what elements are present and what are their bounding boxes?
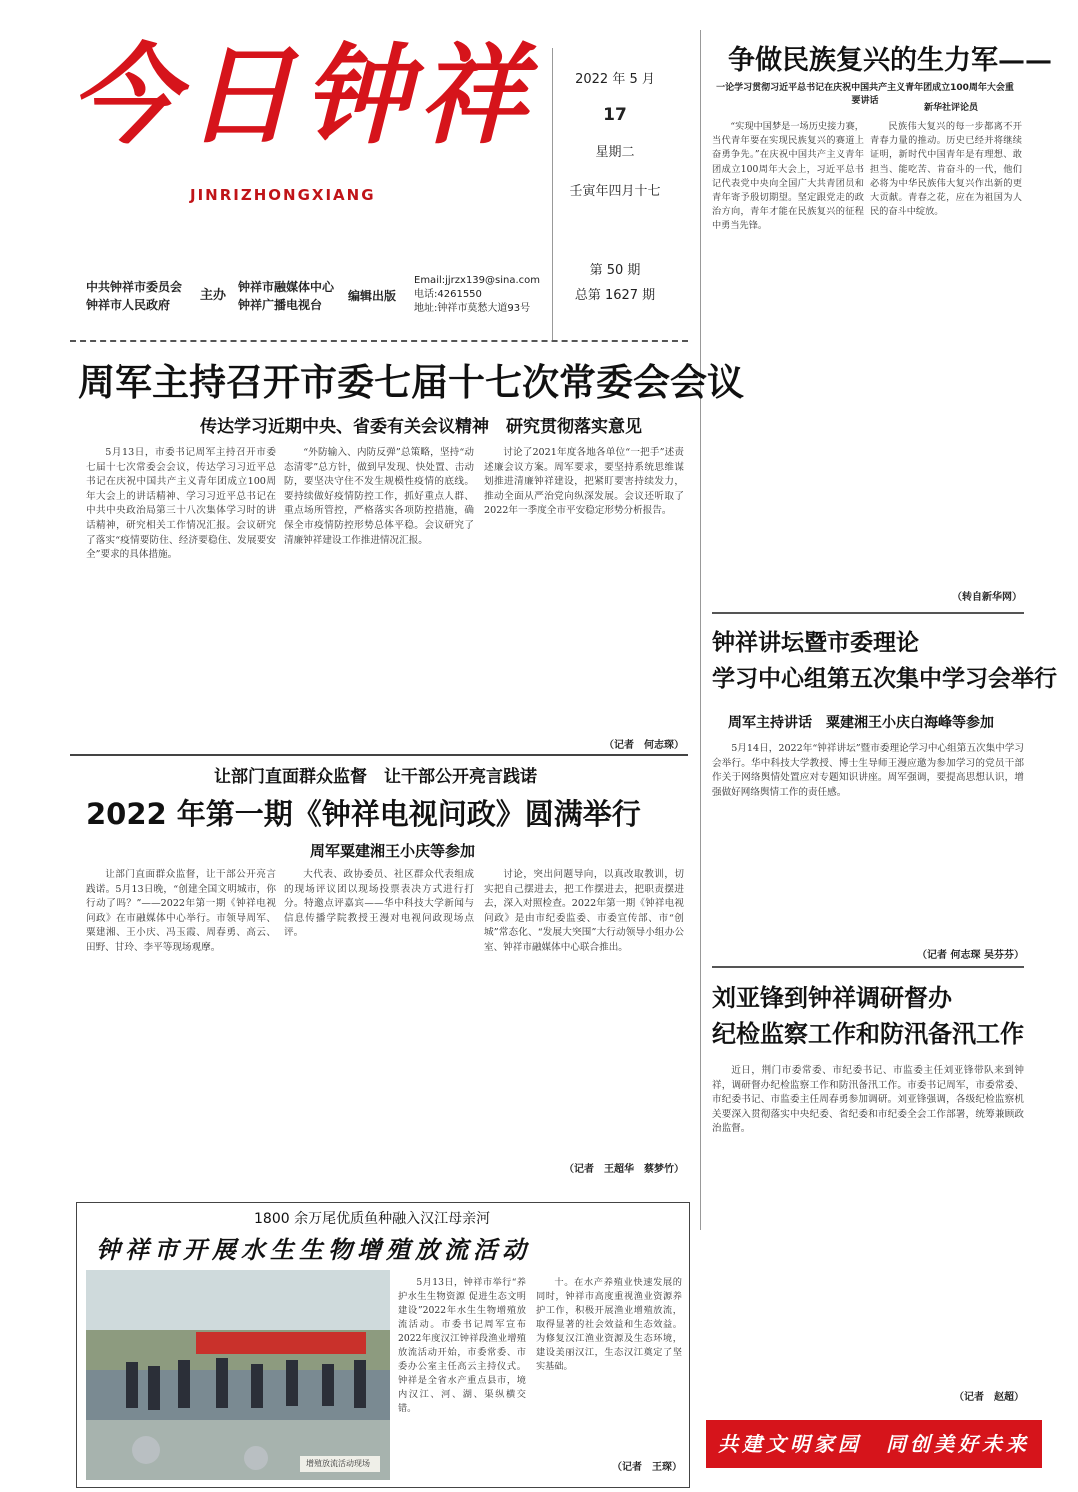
lead-column-3 [484,446,684,736]
masthead-pinyin: JINRIZHONGXIANG [190,186,376,204]
lead-subtitle: 传达学习近期中央、省委有关会议精神 研究贯彻落实意见 [200,417,642,437]
logo-text: 今日钟祥 [70,33,535,159]
sponsor-line: 中共钟祥市委员会 [86,280,183,294]
contact-address: 地址:钟祥市莫愁大道93号 [414,303,531,314]
release-paragraph: 5月13日，钟祥市举行“养护水生生物资源 促进生态文明建设”2022年水生生物增殖放流活动。市委书记周军宣布2022年度汉江钟祥段渔业增殖放流活动开始，市委常委、市委办公室主任高云主持仪式。钟祥是全省水产重点县市，境内汉江、河、湖、渠纵横交错。 [398,1277,526,1414]
date-day: 17 [603,105,627,125]
inspection-body [712,1064,1024,1384]
masthead-logo [70,33,550,192]
publisher-role: 编辑出版 [348,289,397,303]
inspection-title-line-2: 纪检监察工作和防汛备汛工作 [712,1020,1024,1048]
sponsor-role: 主办 [200,288,227,303]
inspection-credit: （记者 赵超） [954,1392,1024,1403]
column-divider [700,30,701,1230]
commentary-title: 争做民族复兴的生力军—— [728,45,1052,76]
publisher-line: 钟祥市融媒体中心 [238,280,335,294]
commentary-column-2 [870,120,1022,590]
tv-paragraph: 让部门直面群众监督，让干部公开亮言践诺。5月13日晚，“创建全国文明城市，你行动了吗？”——2022年第一期《钟祥电视问政》在市融媒体中心举行。市领导周军、粟建湘、王小庆、冯玉霞、周春勇、高云、田野、甘玲、李平等现场观摩。 [86,869,276,953]
tv-title: 2022 年第一期《钟祥电视问政》圆满举行 [86,797,641,831]
date-lunar: 壬寅年四月十七 [569,184,661,199]
lead-column-2 [284,446,474,746]
release-photo [86,1270,390,1480]
release-column-1 [398,1276,526,1476]
right-divider [712,612,1024,614]
tv-column-1 [86,868,276,1198]
lead-paragraph: 5月13日，市委书记周军主持召开市委七届十七次常委会会议，传达学习习近平总书记在庆祝中国共产主义青年团成立100周年大会上的讲话精神、学习习近平总书记在中共中央政治局第三十八次集体学习时的讲话精神，研究相关工作情况汇报。会议研究了落实“疫情要防住、经济要稳住、发展要安全”要求的具体措施。 [86,447,276,561]
lead-credit: （记者 何志琛） [604,740,684,751]
release-photo-illustration [86,1270,390,1480]
lead-column-1 [86,446,276,746]
forum-credit: （记者 何志琛 吴芬芬） [917,950,1024,961]
sponsor-line: 钟祥市人民政府 [86,298,171,312]
forum-title-line-1: 钟祥讲坛暨市委理论 [712,630,919,656]
right-divider-2 [712,966,1024,968]
tv-column-2 [284,868,474,1198]
contact-email: Email:jjrzx139@sina.com [414,275,541,286]
lead-paragraph: 讨论了2021年度各地各单位“一把手”述责述廉会议方案。周军要求，要坚持系统思维谋划推进清廉钟祥建设，把紧盯要害持续发力，推动全面从严治党向纵深发展。会议还听取了2022年一季度全市平安稳定形势分析报告。 [484,447,684,517]
tv-column-3 [484,868,684,1158]
date-box [552,48,678,340]
publisher-block [238,278,334,314]
inspection-title-line-1: 刘亚锋到钟祥调研督办 [712,984,952,1012]
sponsor-block [86,278,182,314]
tv-paragraph: 大代表、政协委员、社区群众代表组成的现场评议团以现场投票表决方式进行打分。特邀点评嘉宾——华中科技大学新闻与信息传播学院教授王漫对电视问政现场点评。 [284,869,474,939]
total-issue-number: 总第 1627 期 [574,288,656,303]
commentary-paragraph: 民族伟大复兴的每一步都离不开青春力量的推动。历史已经并将继续证明，新时代中国青年是有理想、敢担当、能吃苦、肯奋斗的一代，他们必将为中华民族伟大复兴作出新的更大贡献。青春之花，应在为祖国为人民的奋斗中绽放。 [870,121,1022,218]
release-paragraph: 十。在水产养殖业快速发展的同时，钟祥市高度重视渔业资源养护工作，积极开展渔业增殖放流，取得显著的社会效益和生态效益。为修复汉江渔业资源及生态环境，建设美丽汉江，生态汉江奠定了坚实基础。 [536,1277,682,1372]
release-kicker: 1800 余万尾优质鱼种融入汉江母亲河 [254,1211,491,1227]
issue-number: 第 50 期 [589,263,641,278]
publisher-line: 钟祥广播电视台 [238,298,323,312]
forum-title-line-2: 学习中心组第五次集中学习会举行 [712,666,1057,692]
forum-paragraph: 5月14日，2022年“钟祥讲坛”暨市委理论学习中心组第五次集中学习会举行。华中科技大学教授、博士生导师王漫应邀为参加学习的党员干部作关于网络舆情处置应对专题知识讲座。周军强调，要提高思想认识，增强做好网络舆情工作的责任感。 [712,743,1024,798]
commentary-source: （转自新华网） [952,592,1022,603]
release-credit: （记者 王琛） [612,1462,682,1473]
release-title: 钟祥市开展水生生物增殖放流活动 [96,1235,531,1264]
commentary-subtitle: 一论学习贯彻习近平总书记在庆祝中国共产主义青年团成立100周年大会重要讲话 [716,83,1014,106]
lead-paragraph: “外防输入、内防反弹”总策略，坚持“动态清零”总方针，做到早发现、快处置、击动防，要坚决守住不发生规模性疫情的底线。要持续做好疫情防控工作，抓好重点人群、重点场所管控，严格落实各项防控措施，确保全市疫情防控形势总体平稳。会议研究了清廉钟祥建设工作推进情况汇报。 [284,447,474,546]
section-divider [70,754,688,756]
lead-title: 周军主持召开市委七届十七次常委会会议 [78,361,744,404]
tv-paragraph: 讨论，突出问题导向，以真改取教训，切实把自己摆进去，把工作摆进去，把职责摆进去，深入对照检查。2022年第一期《钟祥电视问政》是由市纪委监委、市委宣传部、市“创城”常态化、“发展大突围”大行动领导小组办公室、钟祥市融媒体中心联合推出。 [484,869,684,953]
contact-phone: 电话:4261550 [414,289,482,300]
forum-subtitle: 周军主持讲话 粟建湘王小庆白海峰等参加 [728,715,994,731]
release-column-2 [536,1276,682,1452]
tv-kicker: 让部门直面群众监督 让干部公开亮言践诺 [214,767,537,787]
date-year-month: 2022 年 5 月 [575,72,655,87]
masthead-divider [70,340,688,342]
slogan-banner: 共建文明家园 同创美好未来 [706,1420,1042,1468]
date-weekday: 星期二 [595,145,635,160]
commentary-author: 新华社评论员 [924,103,979,113]
forum-body [712,742,1024,942]
tv-credit: （记者 王超华 蔡梦竹） [564,1164,684,1175]
commentary-paragraph: “实现中国梦是一场历史接力赛，当代青年要在实现民族复兴的赛道上奋勇争先。”在庆祝中国共产主义青年团成立100周年大会上，习近平总书记代表党中央向全国广大共青团员和青年寄予殷切期望。坚定跟党走的政治方向，青年才能在民族复兴的征程中勇当先锋。 [712,121,864,232]
photo-caption: 增殖放流活动现场 [306,1459,370,1468]
inspection-paragraph: 近日，荆门市委常委、市纪委书记、市监委主任刘亚锋带队来到钟祥，调研督办纪检监察工作和防汛备汛工作。市委书记周军，市委常委、市纪委书记、市监委主任周春勇参加调研。刘亚锋强调，各级纪检监察机关要深入贯彻落实中央纪委、省纪委和市纪委全会工作部署，统筹兼顾政治监督。 [712,1065,1024,1135]
tv-subtitle: 周军粟建湘王小庆等参加 [310,842,476,860]
contact-block [414,274,540,316]
